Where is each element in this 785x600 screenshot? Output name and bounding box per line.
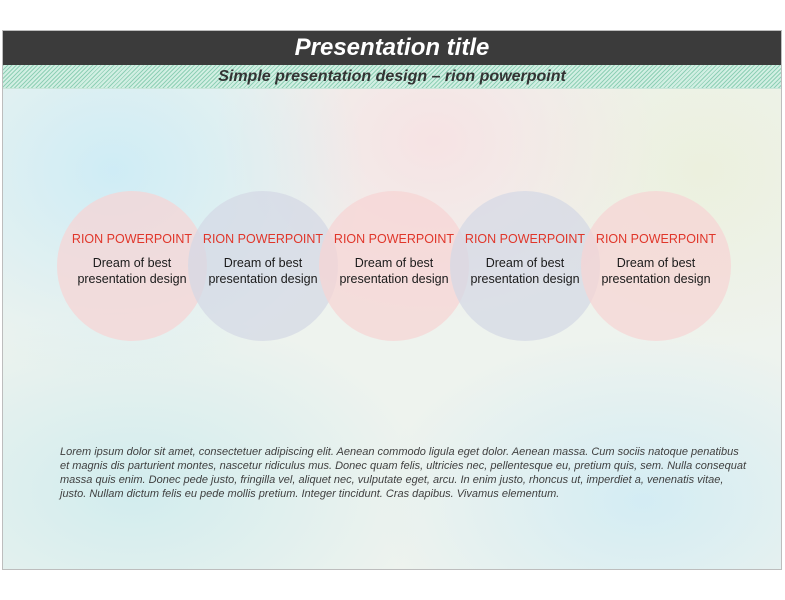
circle-2 xyxy=(188,191,338,341)
circle-text-line2: presentation design xyxy=(339,271,449,286)
circle-text-line2: presentation design xyxy=(208,271,318,286)
circle-text-line1: Dream of best xyxy=(485,255,565,270)
circle-text-line1: Dream of best xyxy=(223,255,303,270)
circle-text-line1: Dream of best xyxy=(616,255,696,270)
circle-text-line2: presentation design xyxy=(470,271,580,286)
circle-1 xyxy=(57,191,207,341)
circle-label: RION POWERPOINT xyxy=(464,231,586,246)
circle-label: RION POWERPOINT xyxy=(333,231,455,246)
slide-subtitle: Simple presentation design – rion powerpoint xyxy=(218,67,566,85)
circle-text-line2: presentation design xyxy=(77,271,187,286)
circle-5 xyxy=(581,191,731,341)
circle-3 xyxy=(319,191,469,341)
slide-title: Presentation title xyxy=(294,34,490,61)
circle-label: RION POWERPOINT xyxy=(202,231,324,246)
title-bar xyxy=(3,31,781,65)
circle-text-line1: Dream of best xyxy=(92,255,172,270)
slide xyxy=(2,30,782,570)
subtitle-bar xyxy=(3,65,781,89)
circle-label: RION POWERPOINT xyxy=(595,231,717,246)
body-text: Lorem ipsum dolor sit amet, consectetuer adipiscing elit. Aenean commodo ligula eget dolor. Aenean massa. Cum sociis natoque penatibus et magnis dis parturient montes, nascetur ridiculus mus. Donec quam felis, ultricies nec, pellentesque eu, pretium quis, sem. Nulla consequat massa quis enim. Donec pede justo, fringilla vel, aliquet nec, vulputate eget, arcu. In enim justo, rhoncus ut, imperdiet a, venenatis vitae, justo. Nullam dictum felis eu pede mollis pretium. Integer tincidunt. Cras dapibus. Vivamus elementum. xyxy=(60,446,747,500)
circle-text-line2: presentation design xyxy=(601,271,711,286)
circle-text-line1: Dream of best xyxy=(354,255,434,270)
circle-label: RION POWERPOINT xyxy=(71,231,193,246)
circle-4 xyxy=(450,191,600,341)
